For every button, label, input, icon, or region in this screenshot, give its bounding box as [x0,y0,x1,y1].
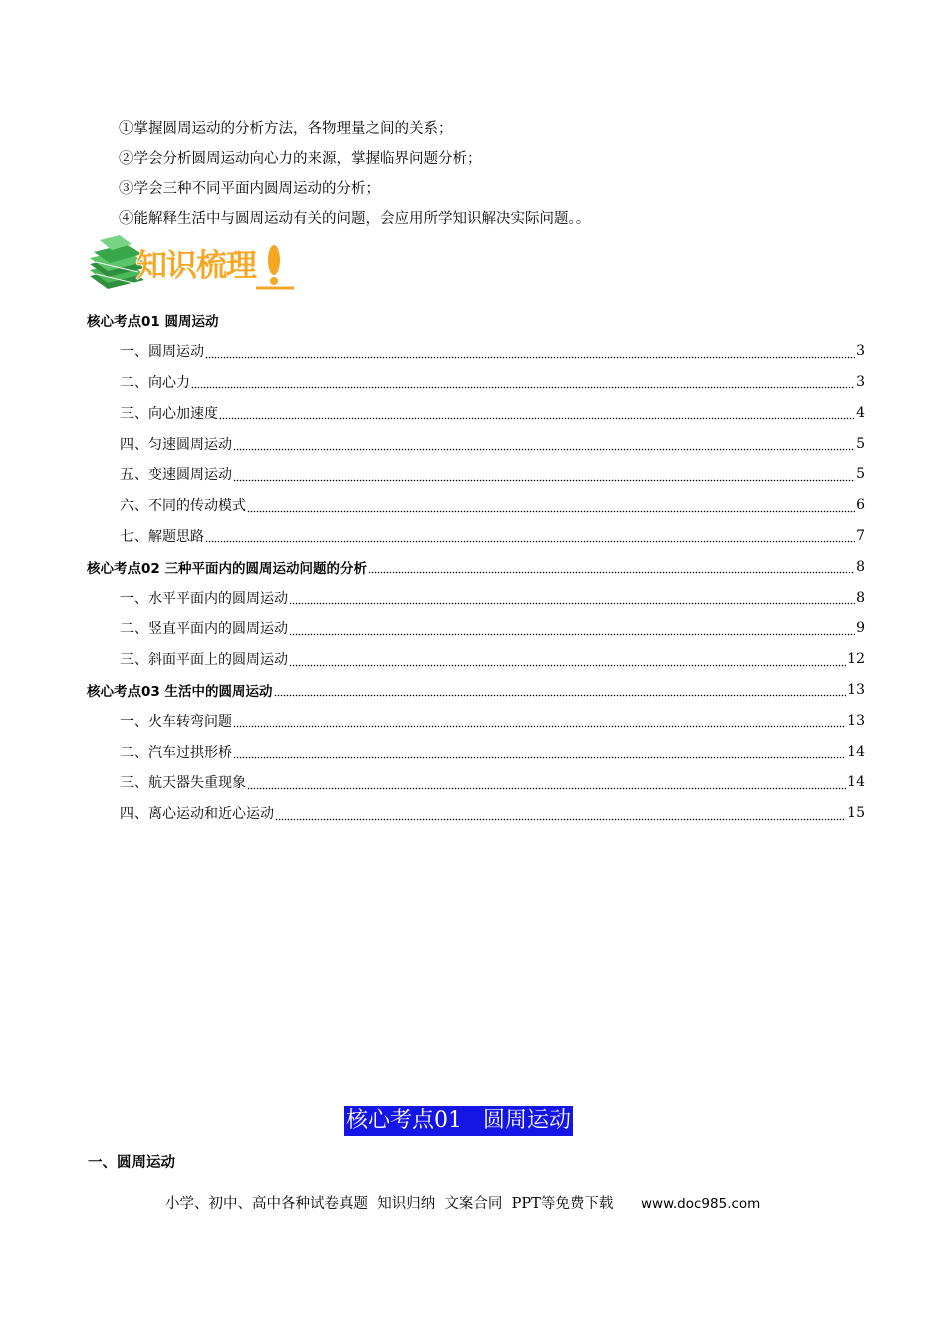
toc-page-number: 13 [847,681,865,698]
toc-dot-leader [275,807,846,821]
toc-entry-title: 一、水平平面内的圆周运动 [120,590,288,607]
toc-page-number: 14 [847,743,865,760]
toc-chapter-entry[interactable] [87,675,865,706]
toc-section-entry[interactable] [87,644,865,675]
table-of-contents [87,305,865,829]
objective-item: ②学会分析圆周运动向心力的来源，掌握临界问题分析； [119,151,482,167]
toc-page-number: 5 [856,466,865,483]
toc-page-number: 4 [856,404,865,421]
objective-item: ①掌握圆周运动的分析方法，各物理量之间的关系； [119,121,453,137]
objective-item: ③学会三种不同平面内圆周运动的分析； [119,181,380,197]
toc-entry-title: 二、向心力 [120,374,190,391]
toc-dot-leader [289,591,855,605]
toc-dot-leader [368,560,855,574]
footer-url[interactable]: www.doc985.com [641,1196,761,1212]
toc-dot-leader [247,776,846,790]
toc-dot-leader [219,406,855,420]
toc-entry-title: 二、汽车过拱形桥 [120,744,232,761]
toc-entry-title: 三、斜面平面上的圆周运动 [120,652,288,669]
page-footer [165,1192,760,1213]
toc-page-number: 7 [856,527,865,544]
toc-entry-title: 三、航天器失重现象 [120,775,246,792]
sub-heading: 一、圆周运动 [88,1155,175,1171]
toc-section-entry[interactable] [87,336,865,367]
toc-page-number: 8 [856,589,865,606]
toc-section-entry[interactable] [87,367,865,398]
toc-entry-title: 一、圆周运动 [120,344,204,361]
toc-chapter-entry[interactable] [87,305,865,336]
toc-entry-title: 核心考点03 生活中的圆周运动 [87,683,273,700]
knowledge-banner [86,232,306,294]
toc-entry-title: 七、解题思路 [120,528,204,545]
toc-entry-title: 五、变速圆周运动 [120,467,232,484]
section-banner: 核心考点01 圆周运动 [344,1106,573,1136]
toc-page-number: 14 [847,774,865,791]
toc-dot-leader [233,468,855,482]
toc-page-number: 5 [856,435,865,452]
toc-section-entry[interactable] [87,767,865,798]
banner-title: 知识梳理 [136,248,256,284]
exclamation-icon [256,245,294,288]
toc-entry-title: 四、匀速圆周运动 [120,436,232,453]
toc-page-number: 3 [856,343,865,360]
toc-entry-title: 核心考点01 圆周运动 [87,314,219,331]
objective-item: ④能解释生活中与圆周运动有关的问题，会应用所学知识解决实际问题。。 [119,211,591,227]
toc-dot-leader [205,345,855,359]
toc-entry-title: 六、不同的传动模式 [120,498,246,515]
toc-dot-leader [233,745,846,759]
toc-section-entry[interactable] [87,459,865,490]
toc-dot-leader [191,375,855,389]
toc-dot-leader [205,529,855,543]
toc-section-entry[interactable] [87,521,865,552]
toc-dot-leader [233,437,855,451]
footer-text: 小学、初中、高中各种试卷真题 知识归纳 文案合同 PPT等免费下载 [165,1196,641,1212]
learning-objectives [119,114,879,234]
toc-page-number: 12 [847,651,865,668]
toc-section-entry[interactable] [87,705,865,736]
toc-entry-title: 二、竖直平面内的圆周运动 [120,621,288,638]
toc-section-entry[interactable] [87,490,865,521]
toc-section-entry[interactable] [87,613,865,644]
toc-dot-leader [289,622,855,636]
toc-page-number: 6 [856,497,865,514]
toc-page-number: 9 [856,620,865,637]
toc-page-number: 3 [856,373,865,390]
books-icon [86,232,306,294]
toc-dot-leader [274,683,847,697]
toc-section-entry[interactable] [87,428,865,459]
toc-entry-title: 四、离心运动和近心运动 [120,806,274,823]
toc-section-entry[interactable] [87,582,865,613]
toc-section-entry[interactable] [87,798,865,829]
toc-page-number: 13 [847,712,865,729]
toc-dot-leader [289,653,846,667]
toc-section-entry[interactable] [87,397,865,428]
toc-chapter-entry[interactable] [87,551,865,582]
toc-dot-leader [233,714,846,728]
toc-dot-leader [247,499,855,513]
toc-page-number: 15 [847,805,865,822]
toc-section-entry[interactable] [87,736,865,767]
toc-entry-title: 一、火车转弯问题 [120,713,232,730]
toc-page-number: 8 [856,558,865,575]
toc-entry-title: 三、向心加速度 [120,405,218,422]
toc-entry-title: 核心考点02 三种平面内的圆周运动问题的分析 [87,560,367,577]
